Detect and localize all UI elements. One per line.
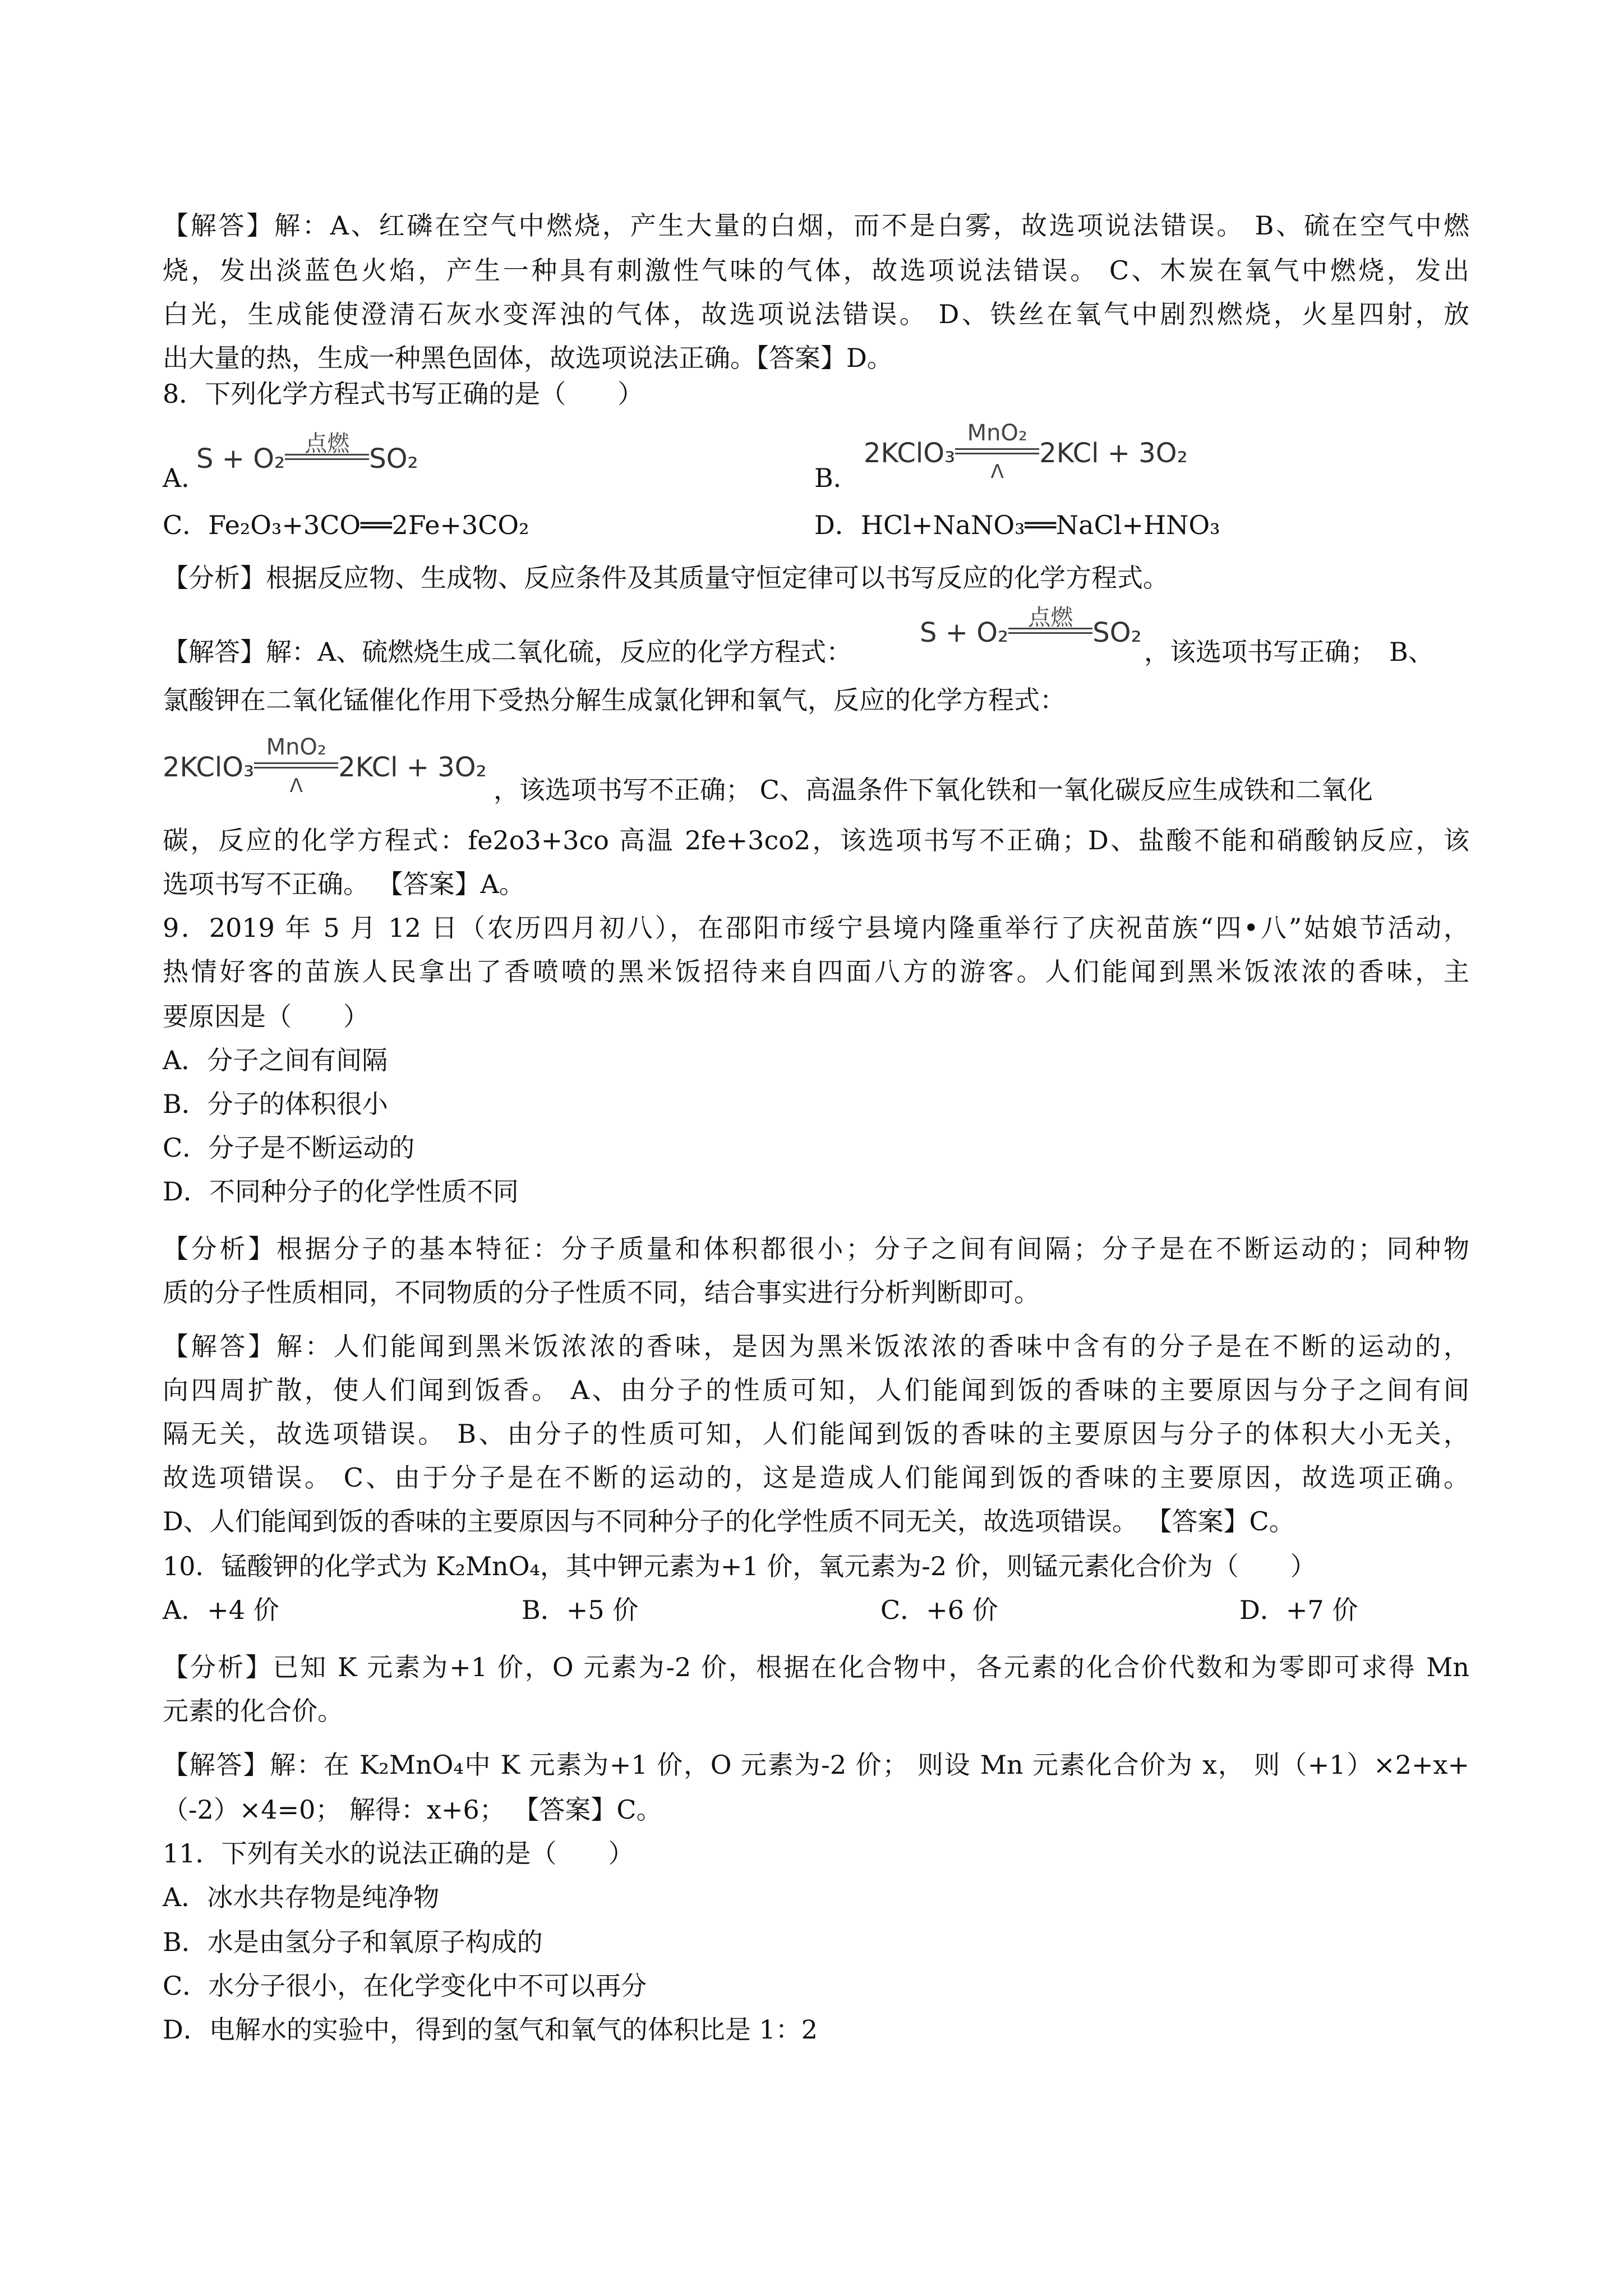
q11-option-c: C．水分子很小，在化学变化中不可以再分: [163, 1971, 647, 2001]
q10-option-a: A．+4 价: [163, 1595, 279, 1625]
q8-option-c: C．Fe₂O₃+3CO══2Fe+3CO₂: [163, 510, 529, 540]
q10-analysis-line1: 【分析】已知 K 元素为+1 价，O 元素为-2 价，根据在化合物中，各元素的化合价代数和为零即可求得 Mn: [163, 1652, 1469, 1682]
q8-answer-line2: 氯酸钾在二氧化锰催化作用下受热分解生成氯化钾和氧气，反应的化学方程式：: [163, 685, 1066, 715]
question-9-line1: 9．2019 年 5 月 12 日（农历四月初八），在邵阳市绥宁县境内隆重举行了庆祝苗族“四•八”姑娘节活动，: [163, 913, 1469, 943]
equation-heat: Λ: [990, 461, 1004, 483]
equation-arrow: [1008, 605, 1092, 642]
question-9-line3: 要原因是（ ）: [163, 1001, 369, 1032]
equation-rhs: 2KCl + 3O₂: [338, 752, 487, 783]
equation-kclo3-answer: [163, 734, 487, 797]
equation-arrow: [955, 420, 1039, 483]
equation-lhs: 2KClO₃: [163, 752, 255, 783]
equation-sulfur-answer: [920, 605, 1142, 648]
equation-lhs: S + O₂: [196, 443, 285, 475]
equation-lhs: S + O₂: [920, 617, 1009, 648]
q10-analysis-line2: 元素的化合价。: [163, 1696, 343, 1726]
q9-answer-line5: D、人们能闻到饭的香味的主要原因与不同种分子的化学性质不同无关，故选项错误。 【答案】C。: [163, 1506, 1295, 1536]
q8-answer-line1b: ，该选项书写正确； B、: [1144, 637, 1434, 667]
q9-answer-line3: 隔无关，故选项错误。 B、由分子的性质可知，人们能闻到饭的香味的主要原因与分子的体积大小无关，: [163, 1419, 1469, 1449]
q10-answer-line2: （-2）×4=0； 解得：x+6； 【答案】C。: [163, 1795, 662, 1825]
equation-catalyst: MnO₂: [967, 420, 1027, 446]
q9-answer-line2: 向四周扩散，使人们闻到饭香。 A、由分子的性质可知，人们能闻到饭的香味的主要原因与分子之间有间: [163, 1375, 1469, 1405]
equation-catalyst: MnO₂: [266, 734, 326, 760]
q9-analysis-line1: 【分析】根据分子的基本特征：分子质量和体积都很小；分子之间有间隔；分子是在不断运动的；同种物: [163, 1234, 1469, 1264]
q8-option-d: D．HCl+NaNO₃══NaCl+HNO₃: [814, 510, 1220, 540]
q9-answer-line4: 故选项错误。 C、由于分子是在不断的运动的，这是造成人们能闻到饭的香味的主要原因，故选项正确。: [163, 1462, 1469, 1493]
q9-option-c: C．分子是不断运动的: [163, 1133, 415, 1163]
equation-condition: 点燃: [305, 431, 350, 457]
equation-condition: 点燃: [1028, 605, 1073, 631]
text-line: 出大量的热，生成一种黑色固体，故选项说法正确。【答案】D。: [163, 343, 893, 373]
q8-option-b-label: B．: [814, 463, 859, 493]
equation-arrow: [254, 734, 338, 797]
text-line: 白光，生成能使澄清石灰水变浑浊的气体，故选项说法错误。 D、铁丝在氧气中剧烈燃烧，火星四射，放: [163, 299, 1469, 329]
equation-lhs: 2KClO₃: [864, 438, 956, 469]
equation-rhs: SO₂: [369, 443, 418, 475]
q8-answer-line3b: ，该选项书写不正确； C、高温条件下氧化铁和一氧化碳反应生成铁和二氧化: [494, 775, 1373, 805]
q8-option-a-label: A．: [163, 463, 208, 493]
equation-heat: Λ: [289, 775, 303, 797]
equation-rhs: SO₂: [1092, 617, 1142, 648]
text-line: 烧，发出淡蓝色火焰，产生一种具有刺激性气味的气体，故选项说法错误。 C、木炭在氧气中燃烧，发出: [163, 255, 1469, 286]
equation-sulfur-option: [196, 431, 418, 475]
question-9-line2: 热情好客的苗族人民拿出了香喷喷的黑米饭招待来自四面八方的游客。人们能闻到黑米饭浓浓的香味，主: [163, 956, 1469, 987]
q9-answer-line1: 【解答】解：人们能闻到黑米饭浓浓的香味，是因为黑米饭浓浓的香味中含有的分子是在不断的运动的，: [163, 1331, 1469, 1361]
question-8: 8．下列化学方程式书写正确的是（ ）: [163, 379, 644, 409]
q9-option-a: A．分子之间有间隔: [163, 1045, 388, 1075]
q10-answer-line1: 【解答】解：在 K₂MnO₄中 K 元素为+1 价，O 元素为-2 价； 则设 Mn 元素化合价为 x， 则（+1）×2+x+: [163, 1750, 1469, 1780]
equation-rhs: 2KCl + 3O₂: [1039, 438, 1188, 469]
q11-option-d: D．电解水的实验中，得到的氢气和氧气的体积比是 1：2: [163, 2014, 818, 2045]
equation-kclo3-option: [864, 420, 1188, 483]
text-line: 【解答】解：A、红磷在空气中燃烧，产生大量的白烟，而不是白雾，故选项说法错误。 B、硫在空气中燃: [163, 210, 1469, 241]
q10-options: [163, 1593, 1598, 1627]
q9-option-b: B．分子的体积很小: [163, 1089, 388, 1119]
equation-arrow: [285, 431, 369, 468]
question-10: 10．锰酸钾的化学式为 K₂MnO₄，其中钾元素为+1 价，氧元素为-2 价，则锰元素化合价为（ ）: [163, 1551, 1316, 1581]
q10-option-b: B．+5 价: [522, 1595, 639, 1625]
q10-option-d: D．+7 价: [1239, 1595, 1358, 1625]
q11-option-b: B．水是由氢分子和氧原子构成的: [163, 1927, 543, 1957]
question-11: 11．下列有关水的说法正确的是（ ）: [163, 1838, 634, 1869]
q8-answer-line5: 选项书写不正确。 【答案】A。: [163, 869, 525, 899]
q11-option-a: A．冰水共存物是纯净物: [163, 1882, 440, 1912]
q9-analysis-line2: 质的分子性质相同，不同物质的分子性质不同，结合事实进行分析判断即可。: [163, 1277, 1040, 1308]
q8-answer-line1a: 【解答】解：A、硫燃烧生成二氧化硫，反应的化学方程式：: [163, 637, 852, 667]
q9-option-d: D．不同种分子的化学性质不同: [163, 1176, 519, 1207]
q8-answer-line4: 碳，反应的化学方程式：fe2o3+3co 高温 2fe+3co2，该选项书写不正确；D、盐酸不能和硝酸钠反应，该: [163, 825, 1469, 855]
q10-option-c: C．+6 价: [880, 1595, 998, 1625]
q8-analysis: 【分析】根据反应物、生成物、反应条件及其质量守恒定律可以书写反应的化学方程式。: [163, 563, 1169, 593]
